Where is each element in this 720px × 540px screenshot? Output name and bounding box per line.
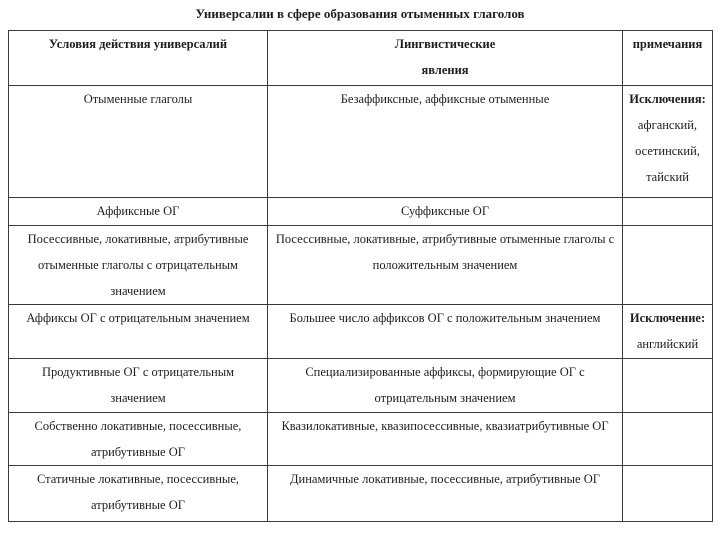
condition-cell: Аффиксы ОГ с отрицательным значением	[9, 305, 268, 359]
condition-cell: Собственно локативные, посессивные, атрибутивные ОГ	[9, 413, 268, 466]
universals-table	[8, 30, 713, 522]
note-cell	[623, 226, 713, 305]
note-heading: Исключение:	[629, 311, 706, 325]
phenomenon-cell: Посессивные, локативные, атрибутивные отыменные глаголы с положительным значением	[268, 226, 623, 305]
phenomenon-cell: Специализированные аффиксы, формирующие ОГ с отрицательным значением	[268, 359, 623, 413]
table-row	[9, 359, 713, 413]
note-language: афганский,	[637, 118, 698, 132]
table-row	[9, 198, 713, 226]
note-language: тайский	[646, 170, 689, 184]
note-cell	[623, 359, 713, 413]
table-row	[9, 86, 713, 198]
document-title: Универсалии в сфере образования отыменных глаголов	[195, 6, 525, 21]
note-cell	[623, 466, 713, 522]
header-phenomena-line2: явления	[421, 63, 469, 77]
note-cell	[623, 305, 713, 359]
condition-cell: Продуктивные ОГ с отрицательным значением	[9, 359, 268, 413]
note-language: английский	[636, 337, 699, 351]
header-phenomena	[268, 31, 623, 86]
header-notes: примечания	[623, 31, 713, 86]
table-row	[9, 413, 713, 466]
header-phenomena-line1: Лингвистические	[394, 37, 496, 51]
condition-cell: Отыменные глаголы	[9, 86, 268, 198]
table-row	[9, 226, 713, 305]
table-row	[9, 305, 713, 359]
condition-cell: Посессивные, локативные, атрибутивные отыменные глаголы с отрицательным значением	[9, 226, 268, 305]
table-header-row	[9, 31, 713, 86]
phenomenon-cell: Суффиксные ОГ	[268, 198, 623, 226]
note-language: осетинский,	[635, 144, 700, 158]
condition-cell: Аффиксные ОГ	[9, 198, 268, 226]
note-cell	[623, 198, 713, 226]
note-cell	[623, 86, 713, 198]
note-cell	[623, 413, 713, 466]
header-conditions: Условия действия универсалий	[9, 31, 268, 86]
phenomenon-cell: Динамичные локативные, посессивные, атрибутивные ОГ	[268, 466, 623, 522]
note-heading: Исключения:	[629, 92, 706, 106]
condition-cell: Статичные локативные, посессивные, атрибутивные ОГ	[9, 466, 268, 522]
phenomenon-cell: Безаффиксные, аффиксные отыменные	[268, 86, 623, 198]
phenomenon-cell: Большее число аффиксов ОГ с положительным значением	[268, 305, 623, 359]
table-row	[9, 466, 713, 522]
phenomenon-cell: Квазилокативные, квазипосессивные, квазиатрибутивные ОГ	[268, 413, 623, 466]
